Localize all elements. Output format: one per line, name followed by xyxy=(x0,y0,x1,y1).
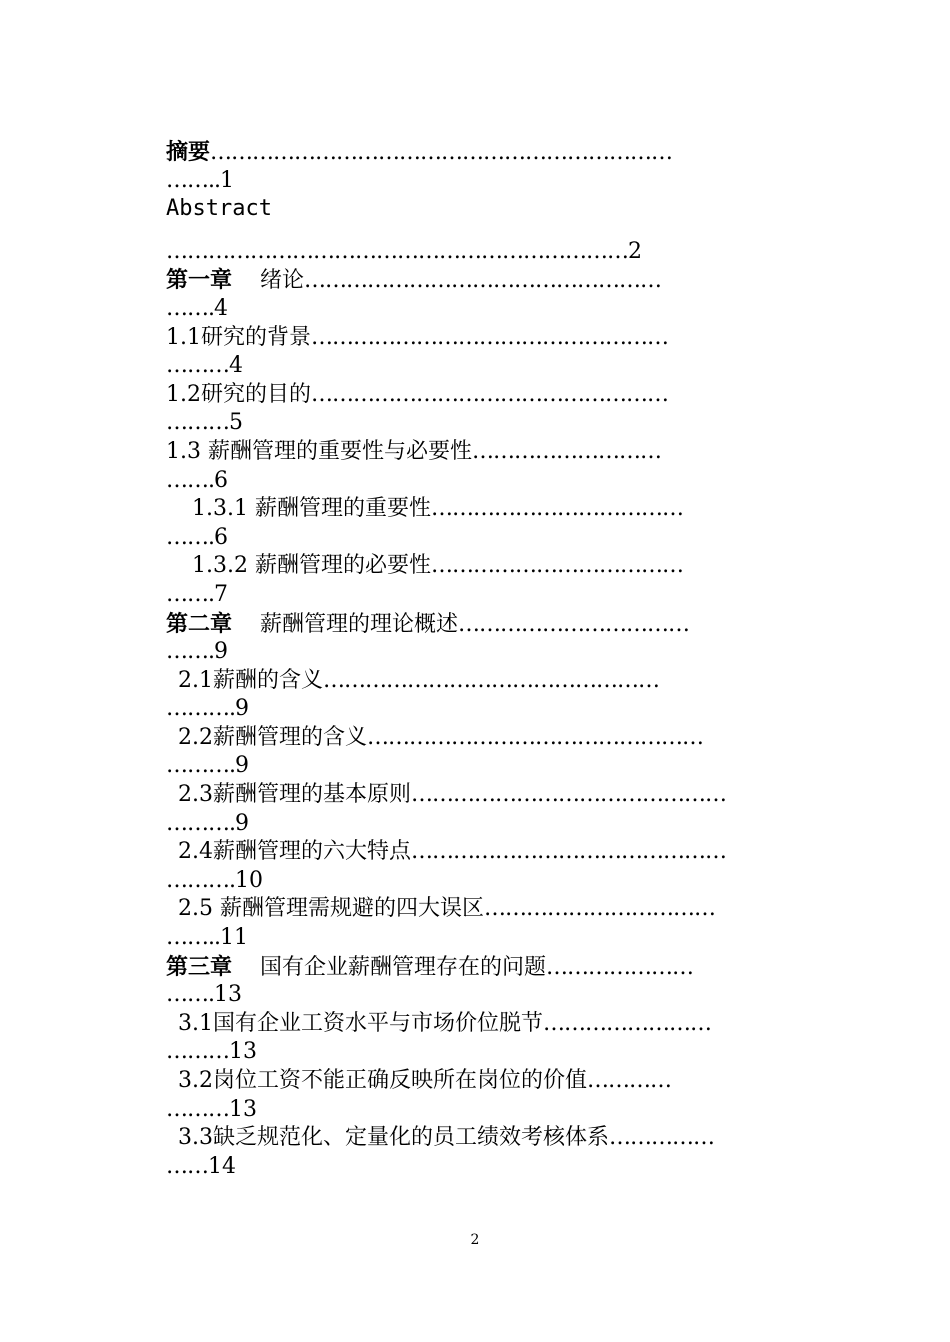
toc-entry-abstract-en xyxy=(166,195,786,224)
toc-entry-1-1 xyxy=(166,324,786,353)
toc-entry-3-2 xyxy=(166,1067,786,1096)
toc-page-number: 13 xyxy=(229,1096,257,1122)
toc-page-number: 1 xyxy=(220,167,234,193)
toc-entry-continuation xyxy=(166,867,786,896)
toc-page-number: 13 xyxy=(229,1039,257,1065)
toc-entry-1-3-2 xyxy=(166,552,786,581)
toc-leader: ……. xyxy=(166,581,214,607)
toc-leader: ………… xyxy=(587,1068,671,1093)
toc-entry-2-4 xyxy=(166,838,786,867)
toc-title: 1.3 薪酬管理的重要性与必要性 xyxy=(166,438,472,464)
toc-entry-continuation xyxy=(166,1038,786,1067)
toc-leader: …………… xyxy=(609,1125,714,1151)
toc-leader: ……… xyxy=(166,410,229,436)
toc-leader: ……………………… xyxy=(471,438,661,464)
toc-entry-1-3 xyxy=(166,438,786,467)
toc-leader: …… xyxy=(166,1153,208,1179)
toc-leader: ………. xyxy=(166,867,235,893)
toc-leader: …………………………………………… xyxy=(304,268,662,294)
toc-page-number: 9 xyxy=(235,753,249,779)
toc-entry-continuation xyxy=(166,581,786,610)
toc-title: 薪酬管理的理论概述 xyxy=(260,611,459,637)
toc-entry-2-1 xyxy=(166,667,786,696)
toc-title: 2.1薪酬的含义 xyxy=(178,667,323,693)
toc-leader: ……. xyxy=(166,639,214,665)
toc-title: 2.2薪酬管理的含义 xyxy=(178,724,367,750)
toc-entry-continuation xyxy=(166,467,786,496)
toc-leader: ……………………………… xyxy=(430,553,683,579)
toc-title: 3.3缺乏规范化、定量化的员工绩效考核体系 xyxy=(178,1125,609,1151)
toc-title: 1.3.1 薪酬管理的重要性 xyxy=(192,496,431,522)
toc-leader: ……. xyxy=(166,982,214,1008)
toc-leader: ……. xyxy=(166,295,214,321)
toc-leader: ……… xyxy=(166,1039,229,1065)
toc-entry-continuation xyxy=(166,695,786,724)
toc-entry-continuation xyxy=(166,352,786,381)
toc-title: 摘要 xyxy=(166,139,211,165)
toc-entry-continuation xyxy=(166,295,786,324)
toc-title: 2.5 薪酬管理需规避的四大误区 xyxy=(178,896,484,922)
toc-title: 2.4薪酬管理的六大特点 xyxy=(178,839,411,865)
toc-chapter-label: 第一章 xyxy=(166,267,233,294)
toc-entry-continuation xyxy=(166,238,786,267)
toc-page-number: 9 xyxy=(214,639,228,665)
toc-leader: ………. xyxy=(166,696,235,722)
page-number: 2 xyxy=(470,1232,480,1248)
toc-entry-continuation xyxy=(166,638,786,667)
toc-leader: ……… xyxy=(166,353,229,379)
toc-leader: ………………… xyxy=(546,954,694,980)
toc-entry-2-5 xyxy=(166,895,786,924)
toc-title: 1.1研究的背景 xyxy=(166,324,311,350)
toc-leader: …………………………… xyxy=(483,896,715,922)
toc-title: 绪论 xyxy=(260,268,305,294)
toc-entry-1-3-1 xyxy=(166,495,786,524)
toc-entry-1-2 xyxy=(166,381,786,410)
toc-page-number: 10 xyxy=(235,867,263,893)
toc-title: 3.2岗位工资不能正确反映所在岗位的价值 xyxy=(178,1068,587,1093)
toc-entry-continuation xyxy=(166,752,786,781)
toc-title: 2.3薪酬管理的基本原则 xyxy=(178,782,411,808)
toc-page-number: 11 xyxy=(220,925,248,951)
toc-title: 1.2研究的目的 xyxy=(166,381,311,407)
toc-leader: …….. xyxy=(166,167,220,193)
toc-leader: …………………………… xyxy=(458,611,690,637)
toc-entry-continuation xyxy=(166,167,786,196)
toc-title: 3.1国有企业工资水平与市场价位脱节 xyxy=(178,1010,543,1036)
toc-page-number: 5 xyxy=(229,410,243,436)
toc-entry-chapter-1 xyxy=(166,266,786,295)
toc-entry-continuation xyxy=(166,924,786,953)
toc-leader: …………………………………………… xyxy=(311,381,668,407)
toc-entry-2-2 xyxy=(166,724,786,753)
toc-page-number: 7 xyxy=(214,581,228,607)
toc-page-number: 2 xyxy=(628,238,642,264)
toc-entry-chapter-2 xyxy=(166,610,786,639)
toc-entry-continuation xyxy=(166,981,786,1010)
toc-entry-continuation xyxy=(166,1096,786,1125)
spacer xyxy=(166,224,786,238)
toc-leader: ………. xyxy=(166,753,235,779)
toc-entry-continuation xyxy=(166,810,786,839)
toc-chapter-label: 第二章 xyxy=(166,610,233,637)
toc-leader: ………. xyxy=(166,810,235,836)
toc-leader: ………………………………………………………… xyxy=(210,140,673,165)
toc-entry-2-3 xyxy=(166,781,786,810)
toc-leader: ………………………………………………………… xyxy=(166,238,628,264)
toc-entry-chapter-3 xyxy=(166,953,786,982)
toc-page-number: 9 xyxy=(235,696,249,722)
toc-leader: ………………………………………… xyxy=(367,724,703,750)
toc-leader: ……………………………… xyxy=(430,496,683,522)
toc-page-number: 13 xyxy=(214,982,242,1008)
toc-leader: ……. xyxy=(166,467,214,493)
toc-entry-3-1 xyxy=(166,1010,786,1039)
toc-page-number: 4 xyxy=(229,353,243,379)
toc-leader: ……… xyxy=(166,1096,229,1122)
toc-entry-continuation xyxy=(166,524,786,553)
table-of-contents xyxy=(166,138,786,1181)
toc-page-number: 4 xyxy=(214,295,228,321)
toc-entry-continuation xyxy=(166,409,786,438)
toc-title: Abstract xyxy=(166,196,272,222)
toc-entry-3-3 xyxy=(166,1124,786,1153)
toc-leader: ………………………………………… xyxy=(323,667,659,693)
toc-page-number: 9 xyxy=(235,810,249,836)
toc-title: 1.3.2 薪酬管理的必要性 xyxy=(192,553,431,579)
toc-title: 国有企业薪酬管理存在的问题 xyxy=(260,954,547,980)
toc-leader: …………………………………………… xyxy=(311,324,668,350)
toc-leader: ……………………………………… xyxy=(411,782,726,808)
toc-entry-abstract-cn xyxy=(166,138,786,167)
toc-page-number: 6 xyxy=(214,524,228,550)
toc-page-number: 14 xyxy=(208,1153,236,1179)
toc-chapter-label: 第三章 xyxy=(166,953,233,980)
toc-entry-continuation xyxy=(166,1153,786,1182)
toc-leader: …….. xyxy=(166,925,220,951)
toc-leader: ……………………………………… xyxy=(411,839,726,865)
toc-page-number: 6 xyxy=(214,467,228,493)
toc-leader: …………………… xyxy=(543,1010,711,1036)
toc-leader: ……. xyxy=(166,524,214,550)
